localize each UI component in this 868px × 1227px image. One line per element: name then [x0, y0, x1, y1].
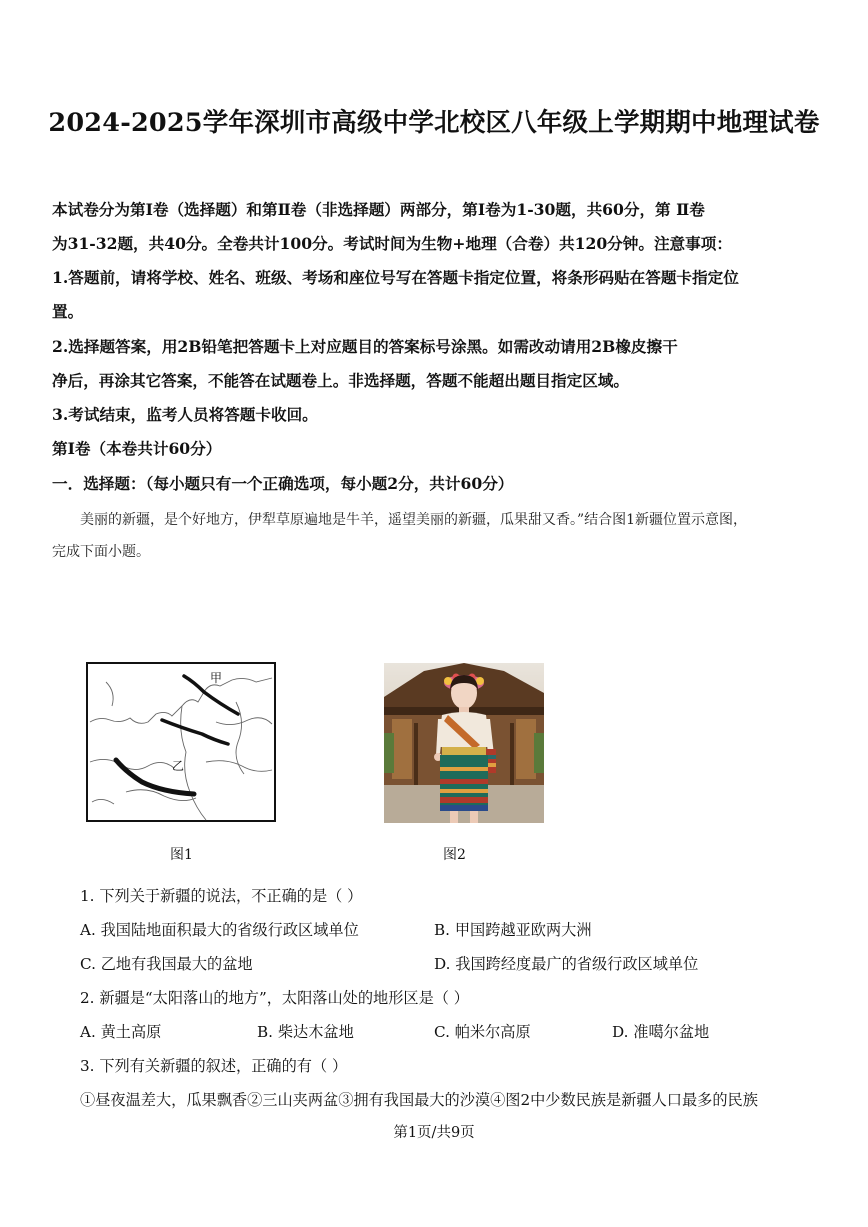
- ethnic-costume-photo: [384, 663, 544, 823]
- instruction-line-2: 为31-32题，共40分。全卷共计100分。考试时间为生物+地理（合卷）共120分钟。注意事项：: [52, 234, 732, 253]
- map-label-jia: 甲: [210, 671, 223, 685]
- instruction-line-5: 2.选择题答案，用2B铅笔把答题卡上对应题目的答案标号涂黑。如需改动请用2B橡皮擦干: [52, 337, 678, 356]
- instruction-line-7: 3.考试结束，监考人员将答题卡收回。: [52, 405, 318, 424]
- instruction-line-1: 本试卷分为第Ⅰ卷（选择题）和第Ⅱ卷（非选择题）两部分，第Ⅰ卷为1-30题，共60分，第 Ⅱ卷: [52, 200, 705, 219]
- map-label-yi: 乙: [172, 759, 185, 773]
- question-2-option-a: A. 黄土高原: [80, 1023, 162, 1041]
- question-2-option-d: D. 准噶尔盆地: [612, 1023, 710, 1041]
- intro-line-2: 完成下面小题。: [52, 544, 150, 560]
- instruction-line-4: 置。: [52, 302, 84, 321]
- question-1-option-a: A. 我国陆地面积最大的省级行政区域单位: [80, 921, 359, 939]
- question-2-stem: 2. 新疆是“太阳落山的地方”，太阳落山处的地形区是（ ）: [80, 989, 469, 1007]
- question-2-option-c: C. 帕米尔高原: [434, 1023, 531, 1041]
- figure-1-caption: 图1: [170, 847, 193, 863]
- figure-2-caption: 图2: [443, 847, 466, 863]
- page-title: 2024-2025学年深圳市高级中学北校区八年级上学期期中地理试卷: [48, 108, 820, 138]
- map-graphic: [86, 662, 276, 822]
- question-3-statements: ①昼夜温差大，瓜果飘香②三山夹两盆③拥有我国最大的沙漠④图2中少数民族是新疆人口最多的民族: [80, 1091, 758, 1109]
- question-2-option-b: B. 柴达木盆地: [257, 1023, 354, 1041]
- photo-graphic: [384, 663, 544, 823]
- question-1-option-c: C. 乙地有我国最大的盆地: [80, 955, 253, 973]
- section-heading-choice: 一．选择题：（每小题只有一个正确选项，每小题2分，共计60分）: [52, 474, 514, 493]
- intro-line-1: 美丽的新疆，是个好地方，伊犁草原遍地是牛羊，遥望美丽的新疆，瓜果甜又香。”结合图1新疆位置示意图，: [80, 512, 748, 528]
- instruction-line-6: 净后，再涂其它答案，不能答在试题卷上。非选择题，答题不能超出题目指定区域。: [52, 371, 629, 390]
- instruction-line-3: 1.答题前，请将学校、姓名、班级、考场和座位号写在答题卡指定位置，将条形码贴在答题卡指定位: [52, 268, 739, 287]
- section-heading-volume-1: 第Ⅰ卷（本卷共计60分）: [52, 439, 222, 458]
- page-footer: 第1页/共9页: [393, 1125, 475, 1141]
- xinjiang-location-map: [86, 662, 276, 822]
- question-1-option-d: D. 我国跨经度最广的省级行政区域单位: [434, 955, 699, 973]
- question-1-option-b: B. 甲国跨越亚欧两大洲: [434, 921, 592, 939]
- question-3-stem: 3. 下列有关新疆的叙述，正确的有（ ）: [80, 1057, 348, 1075]
- question-1-stem: 1. 下列关于新疆的说法，不正确的是（ ）: [80, 887, 363, 905]
